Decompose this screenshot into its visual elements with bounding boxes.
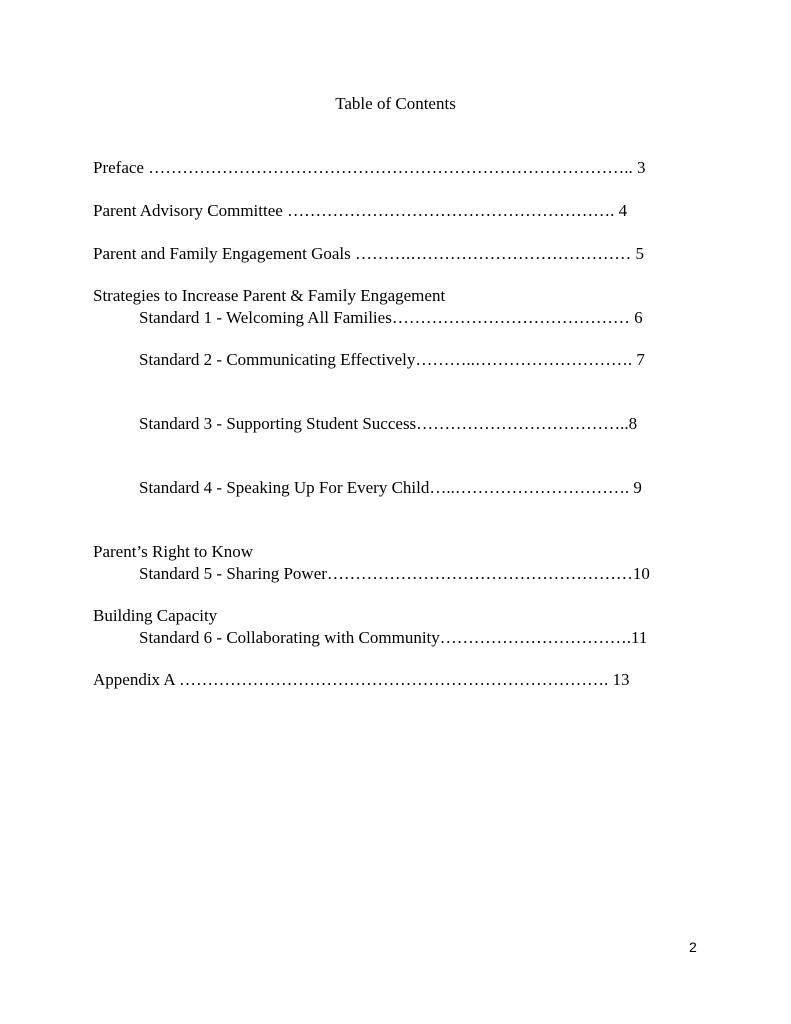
toc-entry-parent-advisory-committee: Parent Advisory Committee …………………………………………………. 4 bbox=[93, 201, 628, 220]
toc-entry-standard-2: Standard 2 - Communicating Effectively………..………………………. 7 bbox=[139, 350, 645, 369]
toc-entry-standard-5: Standard 5 - Sharing Power………………………………………………10 bbox=[139, 564, 650, 583]
page-title: Table of Contents bbox=[335, 94, 456, 113]
toc-entry-standard-3: Standard 3 - Supporting Student Success………………………………..8 bbox=[139, 414, 638, 433]
toc-entry-appendix-a: Appendix A …………………………………………………………………. 13 bbox=[93, 670, 630, 689]
toc-entry-standard-4: Standard 4 - Speaking Up For Every Child…..…………………………. 9 bbox=[139, 478, 642, 497]
toc-entry-engagement-goals: Parent and Family Engagement Goals ……….………………………………… 5 bbox=[93, 244, 645, 263]
page-number: 2 bbox=[689, 939, 697, 955]
toc-section-building-capacity: Building Capacity bbox=[93, 606, 218, 625]
toc-section-right-to-know: Parent’s Right to Know bbox=[93, 542, 254, 561]
toc-entry-standard-6: Standard 6 - Collaborating with Community…………………………….11 bbox=[139, 628, 648, 647]
toc-section-strategies: Strategies to Increase Parent & Family Engagement bbox=[93, 286, 446, 305]
toc-entry-preface: Preface ………………………………………………………………………….. 3 bbox=[93, 158, 646, 177]
toc-entry-standard-1: Standard 1 - Welcoming All Families…………………………………… 6 bbox=[139, 308, 643, 327]
